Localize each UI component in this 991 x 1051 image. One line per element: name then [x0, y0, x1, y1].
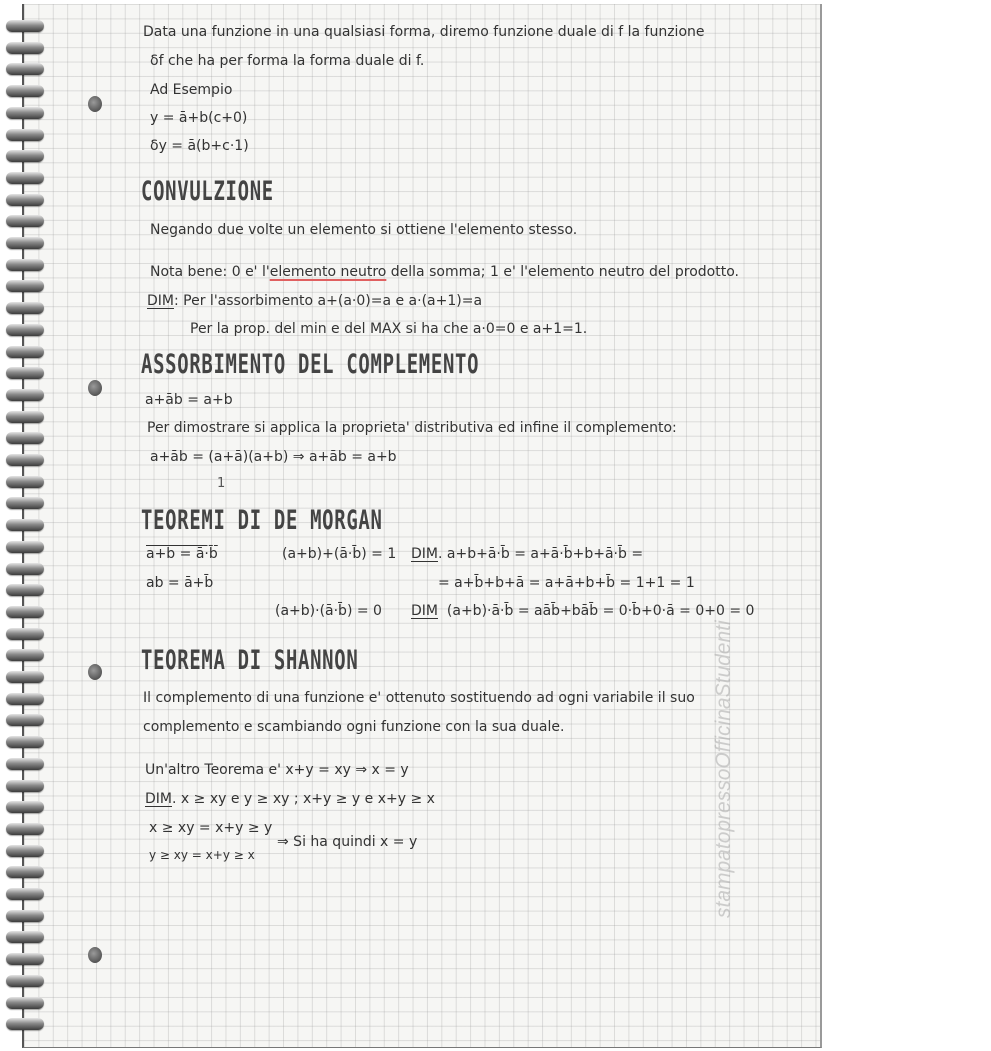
- de-morgan-dim-1: [411, 546, 643, 562]
- convoluzione-text: Negando due volte un elemento si ottiene l'elemento stesso.: [150, 222, 578, 238]
- dim-label: DIM: [411, 603, 438, 619]
- de-morgan-dim-1b: = a+b̄+b+ā = a+ā+b+b̄ = 1+1 = 1: [438, 575, 695, 591]
- punch-hole: [88, 96, 102, 112]
- shannon-dim: [145, 791, 435, 807]
- spiral-ring: [6, 563, 44, 575]
- convoluzione-dim-2: Per la prop. del min e del MAX si ha che a·0=0 e a+1=1.: [190, 321, 588, 337]
- shannon-other-theorem: Un'altro Teorema e' x+y = xy ⇒ x = y: [145, 762, 409, 778]
- spiral-ring: [6, 432, 44, 444]
- spiral-ring: [6, 845, 44, 857]
- assorbimento-formula: a+āb = a+b: [145, 392, 233, 408]
- spiral-ring: [6, 42, 44, 54]
- spiral-ring: [6, 150, 44, 162]
- de-morgan-dim-2: [411, 603, 754, 619]
- convoluzione-note: [150, 264, 739, 280]
- shannon-ineq-2: y ≥ xy = x+y ≥ x: [149, 848, 255, 862]
- assorbimento-text: Per dimostrare si applica la proprieta' distributiva ed infine il complemento:: [147, 420, 677, 436]
- proof-mark: 1: [217, 476, 226, 491]
- spiral-ring: [6, 324, 44, 336]
- assorbimento-proof: a+āb = (a+ā)(a+b) ⇒ a+āb = a+b: [150, 449, 397, 465]
- spiral-ring: [6, 194, 44, 206]
- dim-label: DIM: [411, 546, 438, 562]
- spiral-ring: [6, 584, 44, 596]
- spiral-ring: [6, 671, 44, 683]
- spiral-ring: [6, 888, 44, 900]
- spiral-ring: [6, 85, 44, 97]
- note-underlined: elemento neutro: [269, 264, 387, 280]
- de-morgan-check-2: (a+b)·(ā·b̄) = 0: [275, 603, 382, 619]
- spiral-ring: [6, 476, 44, 488]
- shannon-ineq-1: x ≥ xy = x+y ≥ y: [149, 820, 273, 836]
- spiral-ring: [6, 411, 44, 423]
- example-y: y = ā+b(c+0): [150, 110, 248, 126]
- intro-line-2: δf che ha per forma la forma duale di f.: [150, 53, 425, 69]
- spiral-ring: [6, 953, 44, 965]
- spiral-ring: [6, 714, 44, 726]
- shannon-text-1: Il complemento di una funzione e' ottenuto sostituendo ad ogni variabile il suo: [143, 690, 695, 706]
- spiral-ring: [6, 280, 44, 292]
- dim-text: : Per l'assorbimento a+(a·0)=a e a·(a+1)=a: [174, 293, 483, 309]
- spiral-ring: [6, 20, 44, 32]
- note-suffix: della somma; 1 e' l'elemento neutro del prodotto.: [386, 264, 739, 280]
- spiral-ring: [6, 237, 44, 249]
- spiral-ring: [6, 302, 44, 314]
- spiral-ring: [6, 215, 44, 227]
- heading-convoluzione: CONVULZIONE: [141, 176, 274, 207]
- punch-hole: [88, 947, 102, 963]
- dim-text: . x ≥ xy e y ≥ xy ; x+y ≥ y e x+y ≥ x: [172, 791, 435, 807]
- spiral-ring: [6, 389, 44, 401]
- spiral-ring: [6, 931, 44, 943]
- spiral-ring: [6, 497, 44, 509]
- de-morgan-check-1: (a+b)+(ā·b̄) = 1: [282, 546, 397, 562]
- spiral-ring: [6, 997, 44, 1009]
- dim-2-text: (a+b)·ā·b̄ = aāb̄+bāb̄ = 0·b̄+0·ā = 0+0 = 0: [446, 603, 755, 619]
- punch-hole: [88, 664, 102, 680]
- spiral-ring: [6, 606, 44, 618]
- intro-line-1: Data una funzione in una qualsiasi forma, diremo funzione duale di f la funzione: [143, 24, 705, 40]
- de-morgan-law-2: ab = ā+b̄: [146, 575, 214, 591]
- heading-de-morgan: TEOREMI DI DE MORGAN: [141, 505, 383, 536]
- spiral-ring: [6, 63, 44, 75]
- spiral-ring: [6, 454, 44, 466]
- spiral-ring: [6, 367, 44, 379]
- dim-1-text: . a+b+ā·b̄ = a+ā·b̄+b+ā·b̄ =: [438, 546, 644, 562]
- spiral-ring: [6, 259, 44, 271]
- spiral-ring: [6, 346, 44, 358]
- spiral-ring: [6, 107, 44, 119]
- spiral-ring: [6, 823, 44, 835]
- dim-label: DIM: [147, 293, 174, 309]
- heading-shannon: TEOREMA DI SHANNON: [141, 645, 359, 676]
- spiral-ring: [6, 129, 44, 141]
- note-prefix: Nota bene: 0 e' l': [150, 264, 270, 280]
- spiral-ring: [6, 866, 44, 878]
- spiral-binding: [6, 0, 56, 1051]
- spiral-ring: [6, 1018, 44, 1030]
- spiral-ring: [6, 801, 44, 813]
- spiral-ring: [6, 541, 44, 553]
- shannon-text-2: complemento e scambiando ogni funzione con la sua duale.: [143, 719, 565, 735]
- spiral-ring: [6, 736, 44, 748]
- spiral-ring: [6, 910, 44, 922]
- punch-hole: [88, 380, 102, 396]
- de-morgan-law-1: a+b = ā·b̄: [146, 546, 218, 562]
- spiral-ring: [6, 975, 44, 987]
- convoluzione-dim: [147, 293, 482, 309]
- example-dual-y: δy = ā(b+c·1): [150, 138, 249, 154]
- spiral-ring: [6, 519, 44, 531]
- heading-assorbimento: ASSORBIMENTO DEL COMPLEMENTO: [141, 349, 480, 380]
- spiral-ring: [6, 649, 44, 661]
- shannon-conclusion: ⇒ Si ha quindi x = y: [277, 834, 418, 850]
- watermark: stampatopressoOfficinaStudenti: [712, 620, 735, 918]
- spiral-ring: [6, 693, 44, 705]
- spiral-ring: [6, 172, 44, 184]
- example-label: Ad Esempio: [150, 82, 233, 98]
- spiral-ring: [6, 628, 44, 640]
- spiral-ring: [6, 758, 44, 770]
- spiral-ring: [6, 780, 44, 792]
- dim-label: DIM: [145, 791, 172, 807]
